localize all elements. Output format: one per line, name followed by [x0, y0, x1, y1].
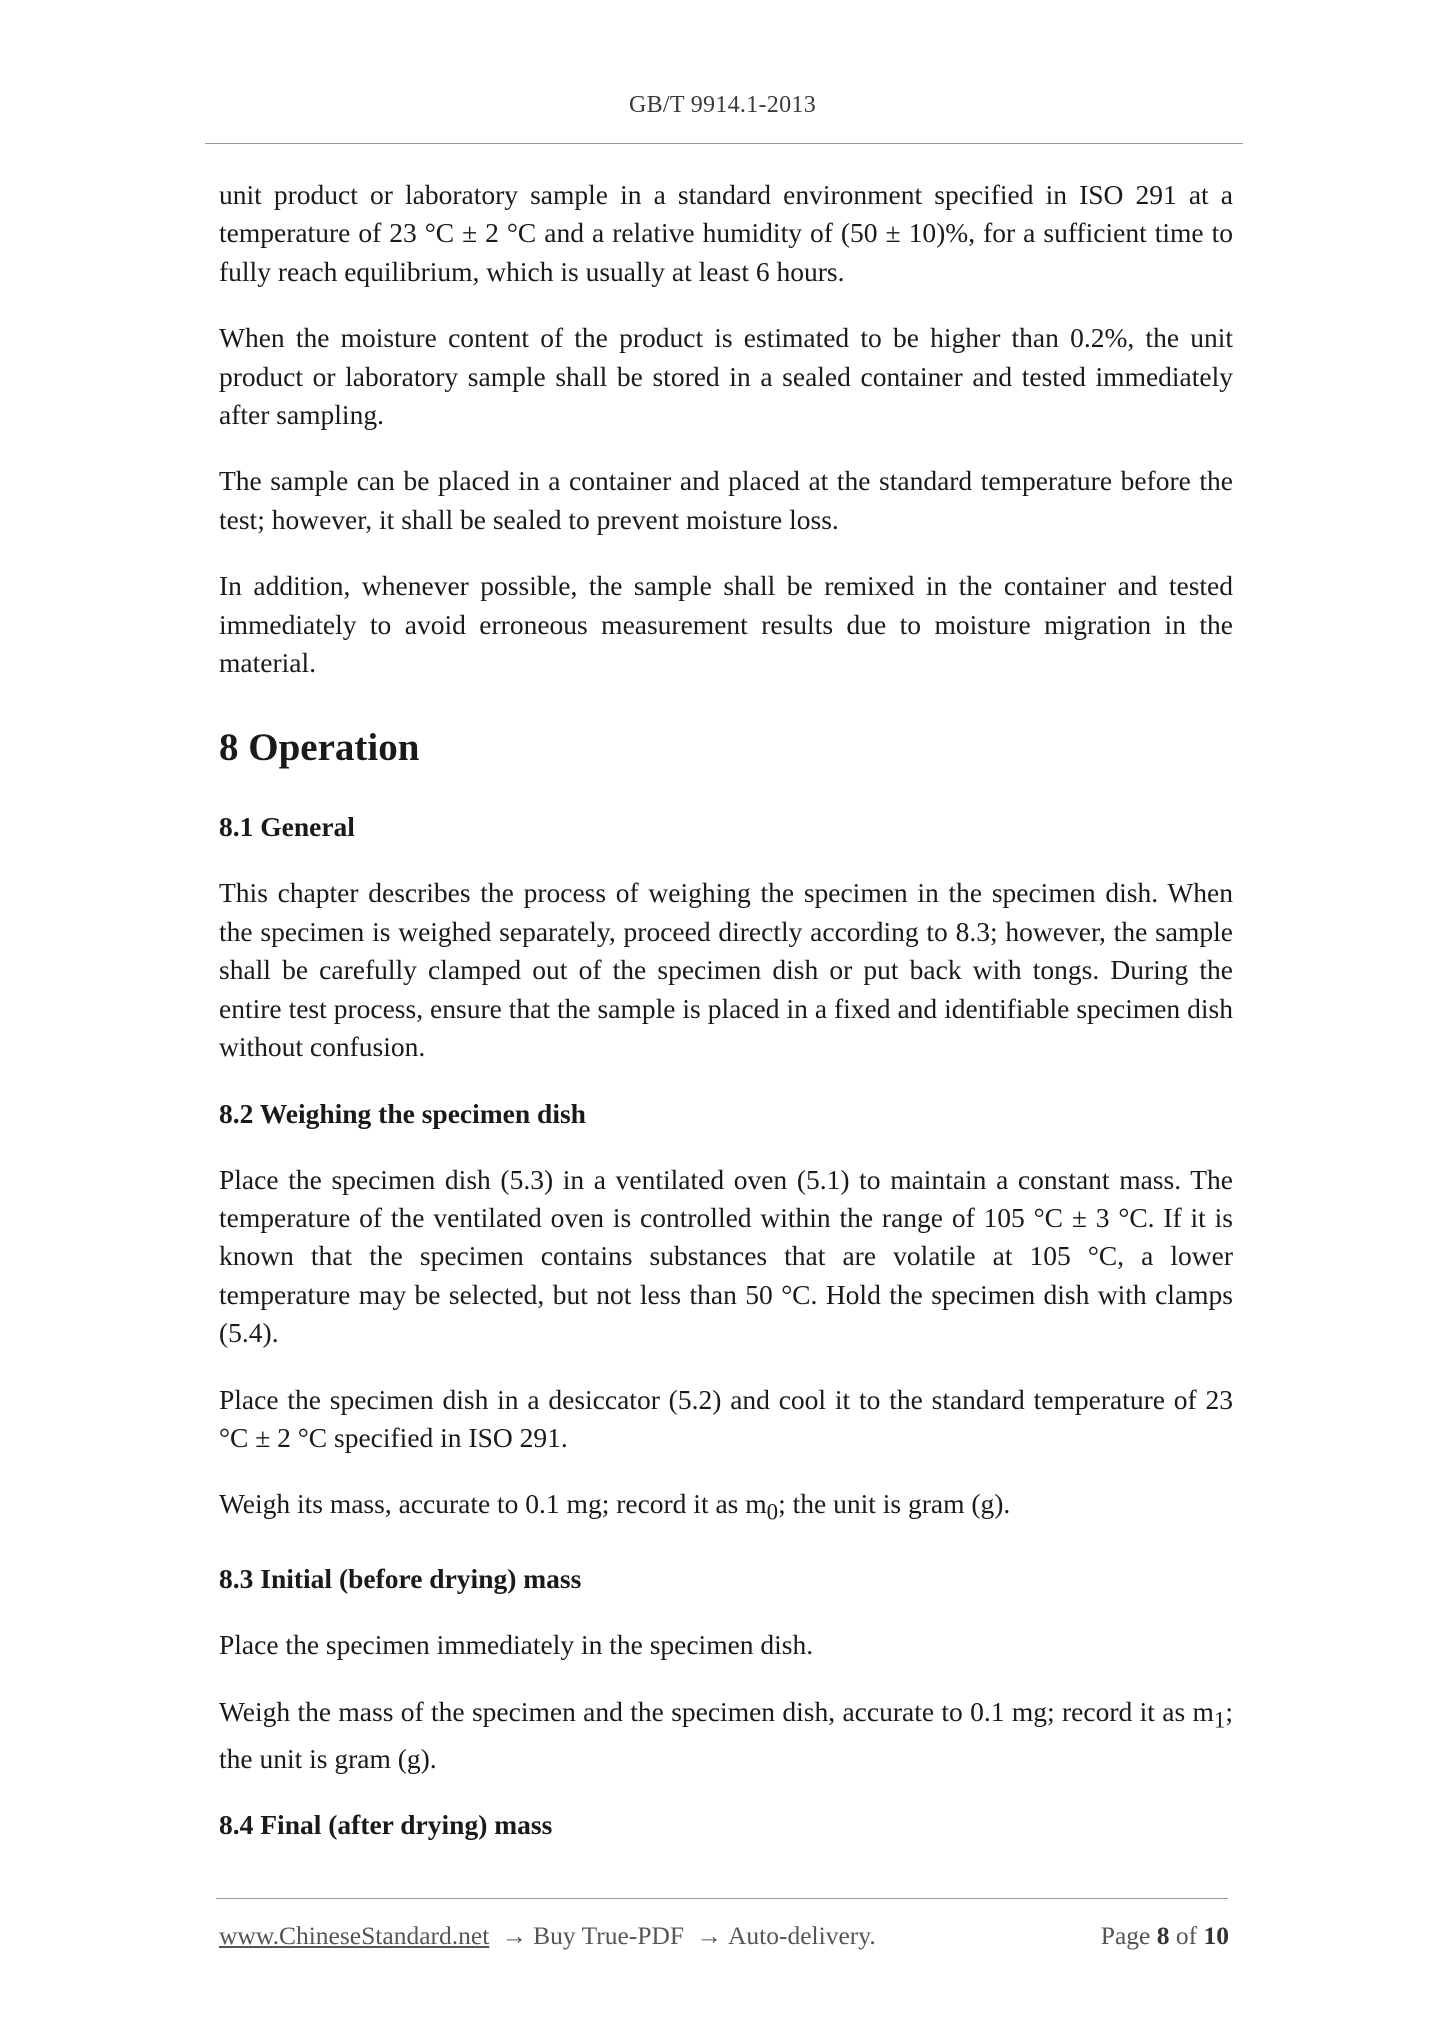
of-word: of: [1175, 1921, 1198, 1950]
page-current: 8: [1156, 1921, 1170, 1950]
header-divider: [205, 143, 1243, 144]
text-run: Weigh its mass, accurate to 0.1 mg; record it as m: [219, 1488, 767, 1520]
paragraph: unit product or laboratory sample in a standard environment specified in ISO 291 at a temperature of 23 °C ± 2 °C and a relative humidity of (50 ± 10)%, for a sufficient time to fully reach equilibrium, which is usually at least 6 hours.: [219, 179, 1233, 287]
text-run: Weigh the mass of the specimen and the specimen dish, accurate to 0.1 mg; record it as m: [219, 1695, 1214, 1727]
subsection-heading-8-1: 8.1 General: [219, 811, 355, 843]
paragraph: [219, 1693, 1233, 1778]
paragraph: In addition, whenever possible, the sample shall be remixed in the container and tested immediately to avoid erroneous measurement results due to moisture migration in the material.: [219, 570, 1233, 679]
footer-divider: [216, 1898, 1228, 1899]
subsection-heading-8-4: 8.4 Final (after drying) mass: [219, 1808, 553, 1840]
subscript: 0: [766, 1499, 779, 1525]
page-header: GB/T 9914.1-2013: [628, 92, 817, 118]
page-word: Page: [1100, 1921, 1151, 1950]
subsection-heading-8-3: 8.3 Initial (before drying) mass: [219, 1563, 582, 1595]
paragraph: This chapter describes the process of weighing the specimen in the specimen dish. When the specimen is weighed separately, proceed directly according to 8.3; however, the sample shall be carefully clamped out of the specimen dish or put back with tongs. During the entire test process, ensure that the sample is placed in a fixed and identifiable specimen dish without confusion.: [219, 877, 1233, 1063]
paragraph: Place the specimen dish in a desiccator (5.2) and cool it to the standard temperature of 23 °C ± 2 °C specified in ISO 291.: [219, 1383, 1233, 1453]
document-body: [219, 176, 1233, 1872]
paragraph: When the moisture content of the product is estimated to be higher than 0.2%, the unit product or laboratory sample shall be stored in a sealed container and tested immediately after sampling.: [219, 322, 1233, 431]
site-link[interactable]: www.ChineseStandard.net: [219, 1921, 490, 1950]
text-run: ; the unit is gram (g).: [778, 1488, 1011, 1520]
paragraph: The sample can be placed in a container and placed at the standard temperature before the test; however, it shall be sealed to prevent moisture loss.: [219, 465, 1233, 535]
page-footer: [219, 1921, 1229, 1951]
page-indicator: [1101, 1921, 1229, 1951]
page-total: 10: [1203, 1921, 1229, 1950]
subscript: 1: [1213, 1707, 1226, 1733]
paragraph: Place the specimen dish (5.3) in a ventilated oven (5.1) to maintain a constant mass. The temperature of the ventilated oven is controlled within the range of 105 °C ± 3 °C. If it is known that the specimen contains substances that are volatile at 105 °C, a lower temperature may be selected, but not less than 50 °C. Hold the specimen dish with clamps (5.4).: [219, 1163, 1233, 1349]
subsection-heading-8-2: 8.2 Weighing the specimen dish: [219, 1097, 586, 1129]
arrow-right-icon: →: [696, 1921, 722, 1950]
delivery-text: Auto-delivery.: [727, 1921, 876, 1950]
footer-links: [219, 1921, 876, 1951]
buy-text: Buy True-PDF: [533, 1921, 685, 1950]
arrow-right-icon: →: [501, 1921, 528, 1950]
text-run: ; the unit is gram (g).: [219, 1695, 1233, 1774]
paragraph: [219, 1485, 1233, 1532]
section-heading-8: 8 Operation: [219, 726, 420, 770]
paragraph: Place the specimen immediately in the specimen dish.: [219, 1629, 814, 1661]
